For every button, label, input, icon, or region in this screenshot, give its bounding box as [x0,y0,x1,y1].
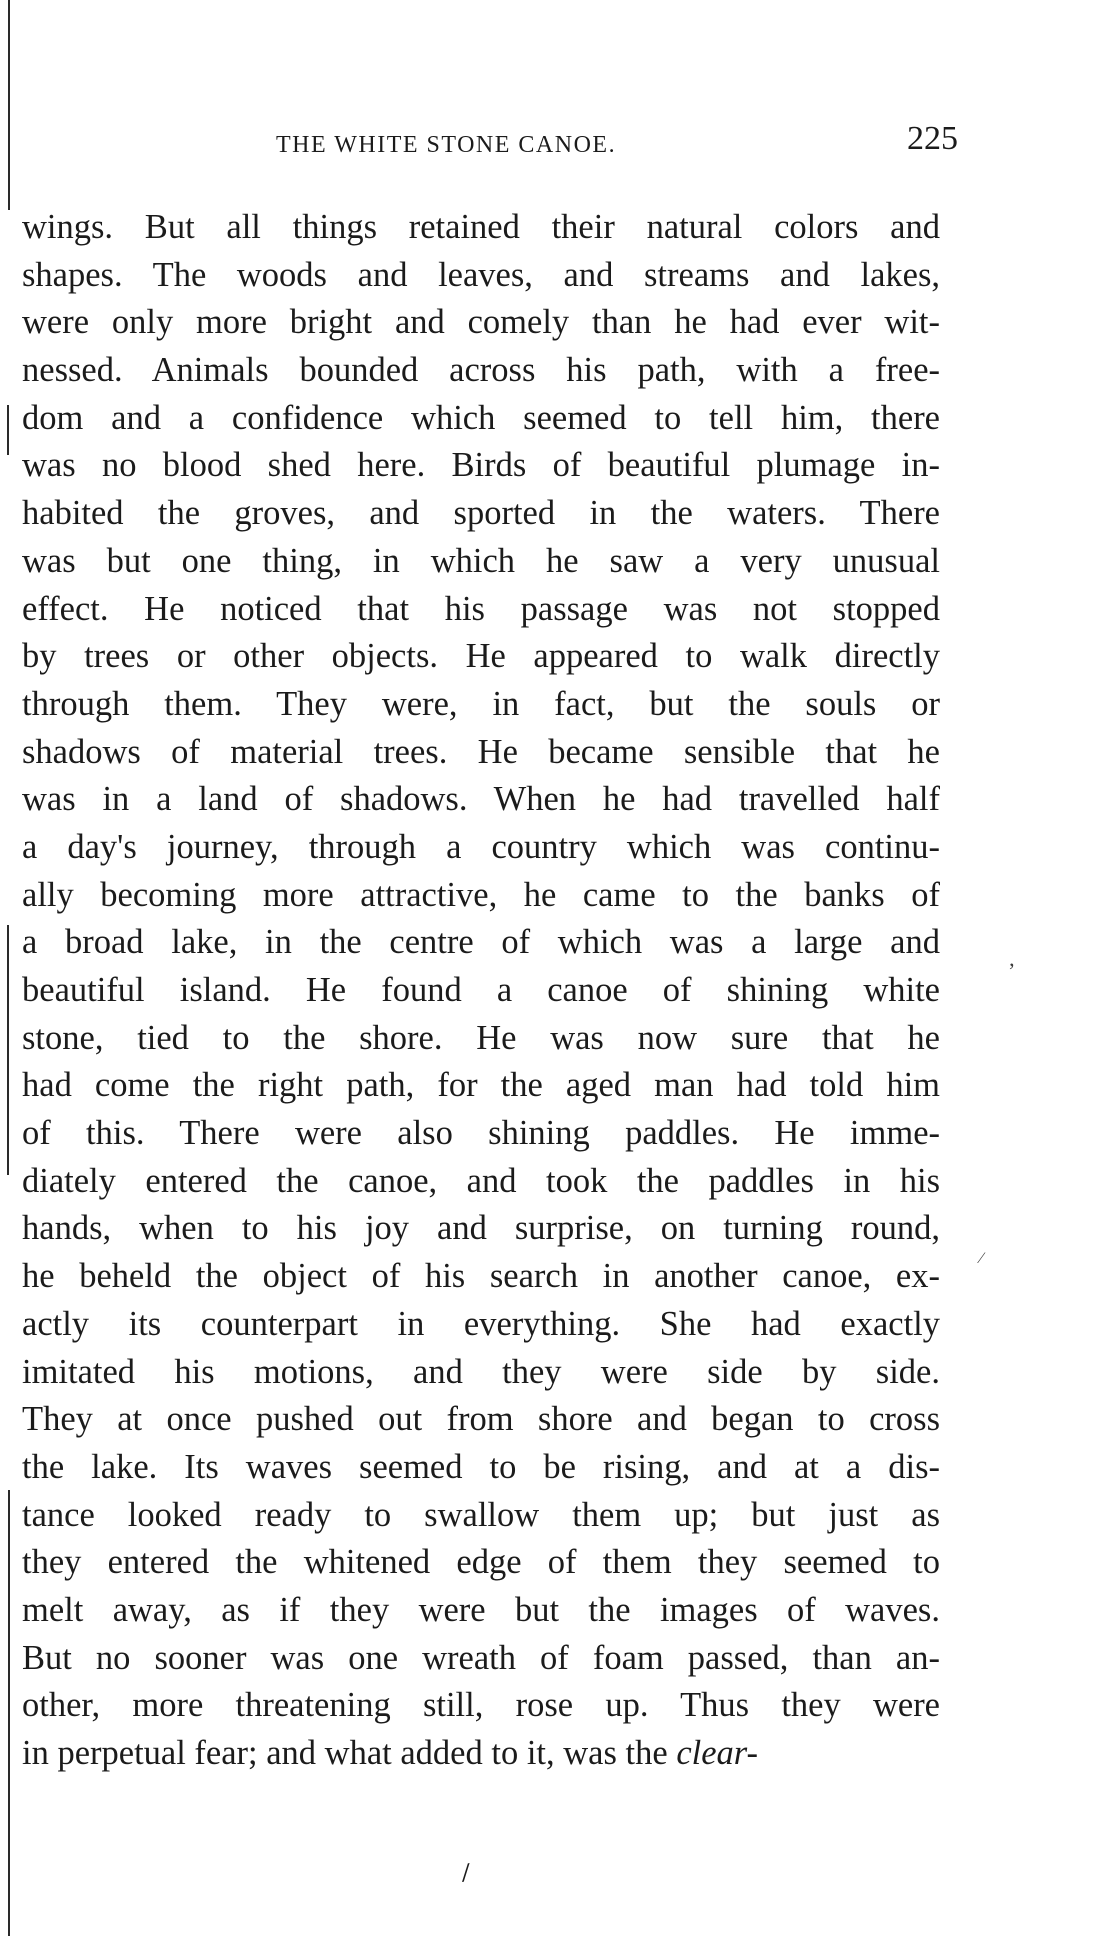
left-margin-line-lower [7,925,9,1175]
text-line: through them. They were, in fact, but the souls or [22,684,940,723]
text-line: melt away, as if they were but the images of waves. [22,1590,940,1629]
page-header [20,118,958,168]
text-line: shapes. The woods and leaves, and streams and lakes, [22,255,940,294]
text-line: by trees or other objects. He appeared to walk directly [22,637,940,676]
text-line: they entered the whitened edge of them they seemed to [22,1543,940,1582]
text-line: a broad lake, in the centre of which was a large and [22,923,940,962]
margin-speck-right-lower: ∕ [980,1250,983,1267]
text-line: a day's journey, through a country which was continu- [22,827,940,866]
text-line: They at once pushed out from shore and began to cross [22,1400,940,1439]
left-margin-line-mid [7,405,9,455]
text-line: was no blood shed here. Birds of beautiful plumage in- [22,446,940,485]
left-margin-line-bottom [8,1490,10,1936]
text-line: the lake. Its waves seemed to be rising, and at a dis- [22,1447,940,1486]
text-line: was but one thing, in which he saw a very unusual [22,541,940,580]
text-line: habited the groves, and sported in the waters. There [22,494,940,533]
text-line: other, more threatening still, rose up. Thus they were [22,1686,940,1725]
text-line: effect. He noticed that his passage was not stopped [22,589,940,628]
text-line: of this. There were also shining paddles. He imme- [22,1114,940,1153]
text-line: imitated his motions, and they were side by side. [22,1352,940,1391]
last-line-text: in perpetual fear; and what added to it, was the [22,1734,677,1772]
text-line: stone, tied to the shore. He was now sure that he [22,1018,940,1057]
text-line: ally becoming more attractive, he came to the banks of [22,875,940,914]
text-line: tance looked ready to swallow them up; but just as [22,1495,940,1534]
text-line: shadows of material trees. He became sensible that he [22,732,940,771]
text-line: he beheld the object of his search in another canoe, ex- [22,1257,940,1296]
running-head: THE WHITE STONE CANOE. [276,132,617,158]
text-line: was in a land of shadows. When he had travelled half [22,780,940,819]
body-text [22,204,940,1778]
text-line: actly its counterpart in everything. She had exactly [22,1304,940,1343]
left-margin-line-top [8,0,10,210]
text-line: beautiful island. He found a canoe of shining white [22,971,940,1009]
page-number: 225 [907,120,958,157]
margin-speck-right-upper: ’ [1008,958,1016,983]
text-line: hands, when to his joy and surprise, on turning round, [22,1209,940,1248]
text-line: nessed. Animals bounded across his path, with a free- [22,351,940,390]
text-line: were only more bright and comely than he had ever wit- [22,303,940,342]
text-line-last [22,1730,940,1778]
text-line: diately entered the canoe, and took the paddles in his [22,1161,940,1200]
footer-speck: / [459,1857,472,1888]
last-line-italic: clear- [676,1734,758,1772]
text-line: But no sooner was one wreath of foam passed, than an- [22,1638,940,1677]
text-line: wings. But all things retained their natural colors and [22,208,940,246]
text-line: dom and a confidence which seemed to tell him, there [22,398,940,437]
text-line: had come the right path, for the aged man had told him [22,1066,940,1105]
